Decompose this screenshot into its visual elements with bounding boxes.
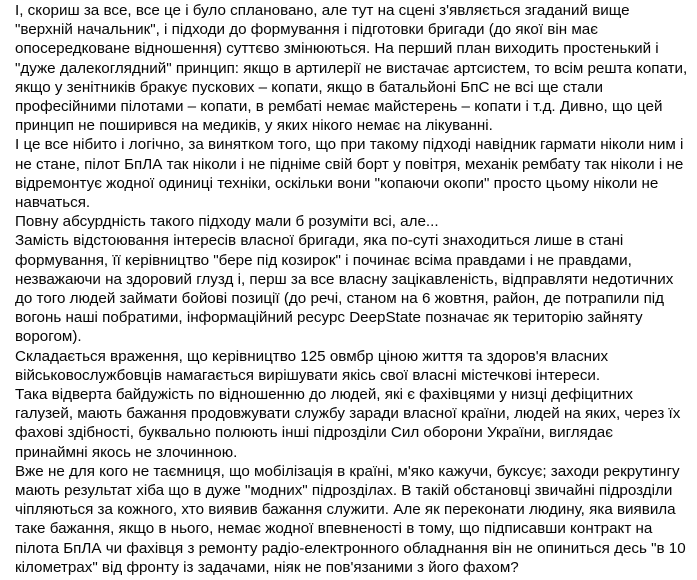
post-paragraph-mobilization: Вже не для кого не таємниця, що мобілізація в країні, м'яко кажучи, буксує; заходи рекрутингу мають результат хіба що в дуже "модних" підрозділах. В такій обстановці звичайні підрозділи чіпляються за кожного, хто виявив бажання служити. Але як переконати людину, яка виявила таке бажання, якщо в нього, немає жодної впевненості в тому, що підписавши контракт на пілота БпЛА чи фахівця з ремонту радіо-електронного обладнання він не опиниться десь "в 10 кілометрах" від фронту із задачами, ніяк не пов'язаними з його фахом? [15, 462, 686, 576]
post-paragraph-intro: І, скориш за все, все це і було сплановано, але тут на сцені з'являється згаданий вище "верхній начальник", і підходи до формування і підготовки бригади (до якої він має опосередковане відношення) суттєво змінюються. На перший план виходить простенький і "дуже далекоглядний" принцип: якщо в артилерії не вистачає артсистем, то всім решта копати, якщо у зенітників бракує пускових – копати, якщо в батальйоні БпС не всі ще стали професійними пілотами – копати, в рембаті немає майстерень – копати і т.д. Дивно, що цей принцип не поширився на медиків, у яких нікого немає на лікуванні. [15, 2, 688, 135]
post-paragraph-leadership: Замість відстоювання інтересів власної бригади, яка по-суті знаходиться лише в стані формування, її керівництво "бере під козирок" і починає всіма правдами і не правдами, незважаючи на здоровий глузд і, перш за все власну зацікавленість, відправляти недотичних до того людей займати бойові позиції (до речі, станом на 6 жовтня, район, де потрапили під вогонь наші побратими, інформаційний ресурс DeepState позначає як територію зайняту ворогом). [15, 232, 674, 346]
post-paragraph-indifference: Така відверта байдужість по відношенню до людей, які є фахівцями у низці дефіцитних галузей, мають бажання продовжувати службу заради власної країни, людей на яких, через їх фахові здібності, буквально полюють інші підрозділи Сил оборони України, виглядає принаймні якось не злочинною. [15, 386, 681, 461]
post-paragraph-impression: Складається враження, що керівництво 125 овмбр ціною життя та здоров'я власних військовослужбовців намагається вирішувати якісь свої власні містечкові інтереси. [15, 347, 609, 384]
post-paragraph-absurdity: Повну абсурдність такого підходу мали б розуміти всі, але... [15, 213, 439, 231]
post-paragraph-logic: І це все нібито і логічно, за винятком того, що при такому підході навідник гармати ніколи ним і не стане, пілот БпЛА так ніколи і не підніме свій борт у повітря, механік рембату так ніколи і не відремонтує жодної одиниці техніки, оскільки вони "копаючи окопи" просто цьому ніколи не навчаться. [15, 136, 684, 212]
